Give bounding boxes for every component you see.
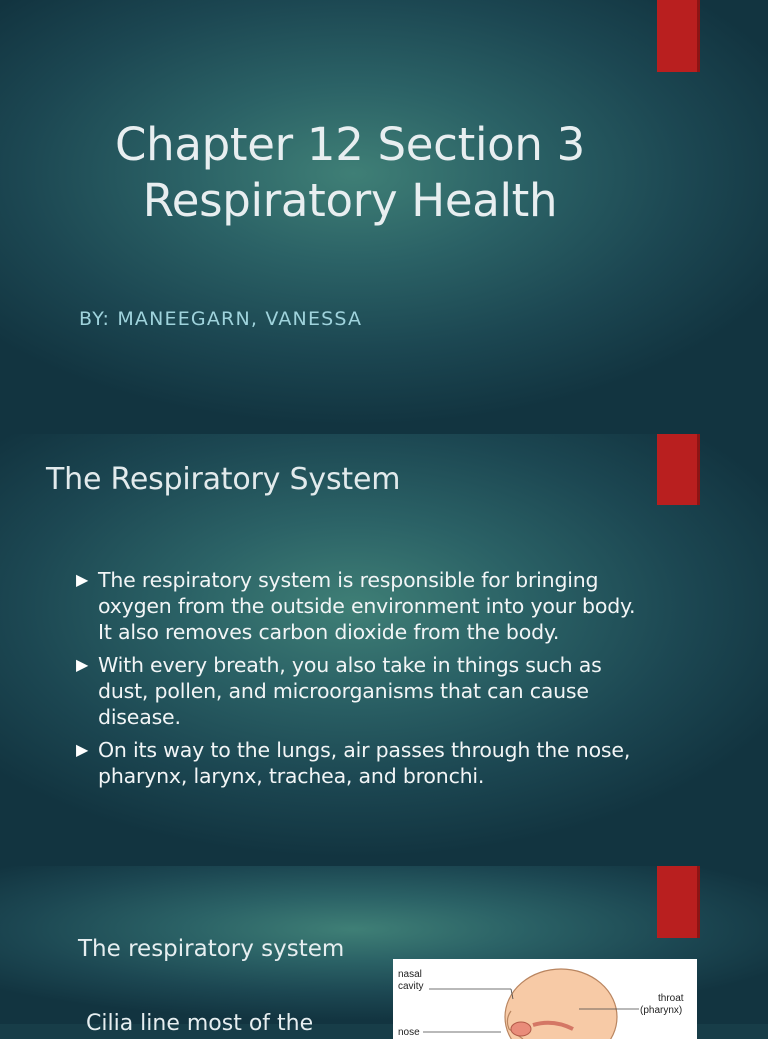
triangle-bullet-icon: ▶ xyxy=(76,740,89,759)
label-throat: throat xyxy=(658,993,684,1004)
bullet-item xyxy=(74,567,654,645)
bullet-list xyxy=(74,567,654,796)
bullet-item xyxy=(74,737,654,789)
accent-bar xyxy=(657,434,700,505)
triangle-bullet-icon: ▶ xyxy=(76,570,89,589)
label-nose: nose xyxy=(398,1027,420,1038)
slide-title xyxy=(40,117,660,229)
accent-bar xyxy=(657,866,700,938)
bullet-text: With every breath, you also take in things such as dust, pollen, and microorganisms that can cause disease. xyxy=(98,653,602,729)
label-cavity: cavity xyxy=(398,981,424,992)
head-illustration xyxy=(393,959,697,1039)
diagram-slide xyxy=(0,866,768,1038)
title-line-2: Respiratory Health xyxy=(142,174,558,227)
accent-bar xyxy=(657,0,700,72)
partial-bullet-text: Cilia line most of the xyxy=(86,1011,314,1036)
bullet-text: On its way to the lungs, air passes through the nose, pharynx, larynx, trachea, and bronchi. xyxy=(98,738,631,788)
label-pharynx: (pharynx) xyxy=(640,1005,683,1016)
triangle-bullet-icon: ▶ xyxy=(76,655,89,674)
content-slide xyxy=(0,434,768,866)
title-slide xyxy=(0,0,768,434)
label-nasal: nasal xyxy=(398,969,422,980)
slide-subtitle: BY: MANEEGARN, VANESSA xyxy=(79,308,363,330)
title-line-1: Chapter 12 Section 3 xyxy=(115,118,585,171)
slide-heading: The Respiratory System xyxy=(46,462,401,497)
bullet-text: The respiratory system is responsible for bringing oxygen from the outside environment into your body. It also removes carbon dioxide from the body. xyxy=(98,568,636,644)
respiratory-diagram xyxy=(393,959,697,1039)
slide-heading: The respiratory system xyxy=(78,936,345,962)
bullet-item xyxy=(74,652,654,730)
